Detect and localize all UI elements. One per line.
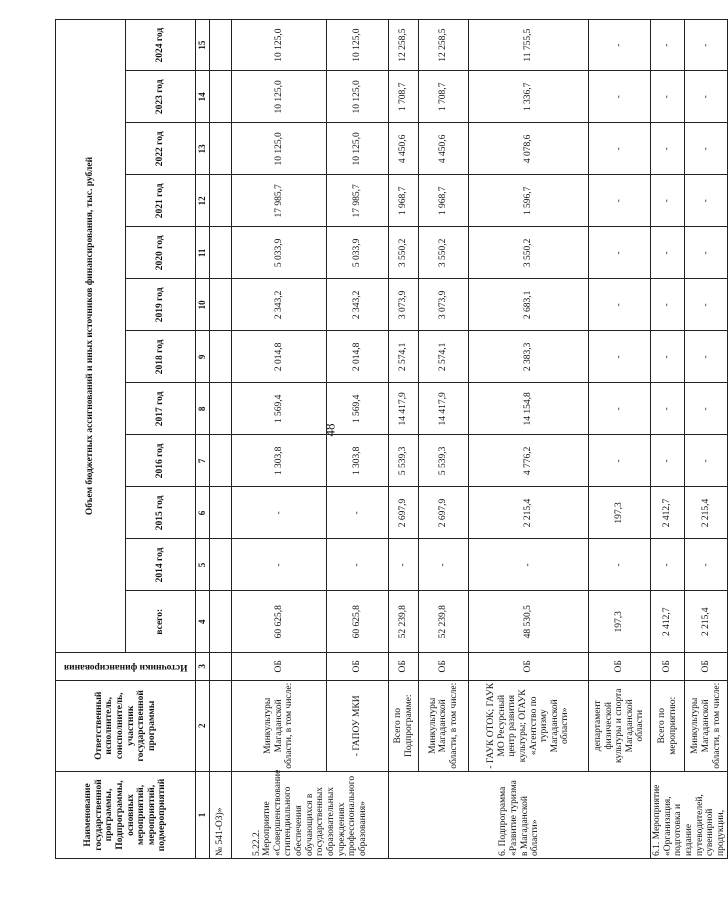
total-value-cell xyxy=(210,591,232,653)
table-row xyxy=(651,20,685,859)
total-value-cell: 2 412,7 xyxy=(651,591,685,653)
year-value-cell: - xyxy=(589,279,651,331)
year-value-cell: - xyxy=(389,539,419,591)
year-value-cell: 3 073,9 xyxy=(389,279,419,331)
header-source xyxy=(56,653,196,681)
year-value-cell: 2 683,1 xyxy=(469,279,589,331)
year-value-cell: - xyxy=(651,71,685,123)
header-program-name: Наименование государственной программы, Подпрограммы, основных мероприятий, мероприятий, подмероприятий xyxy=(56,771,196,858)
year-value-cell: - xyxy=(651,279,685,331)
header-year: 2014 год xyxy=(126,539,196,591)
header-year: 2024 год xyxy=(126,20,196,71)
source-cell: ОБ xyxy=(419,653,469,681)
year-value-cell: - xyxy=(685,279,728,331)
year-value-cell: 4 450,6 xyxy=(419,123,469,175)
year-value-cell: 2 697,9 xyxy=(389,487,419,539)
year-value-cell: 12 258,5 xyxy=(389,20,419,71)
source-cell xyxy=(210,653,232,681)
year-value-cell: 2 697,9 xyxy=(419,487,469,539)
total-value-cell: 48 530,5 xyxy=(469,591,589,653)
year-value-cell: - xyxy=(651,20,685,71)
year-value-cell: 1 708,7 xyxy=(389,71,419,123)
header-year: 2015 год xyxy=(126,487,196,539)
year-value-cell: - xyxy=(685,123,728,175)
year-value-cell: - xyxy=(651,227,685,279)
year-value-cell: 1 968,7 xyxy=(389,175,419,227)
responsible-cell: - ГАПОУ МКИ xyxy=(327,680,389,771)
year-value-cell: - xyxy=(651,175,685,227)
column-number: 11 xyxy=(196,227,210,279)
year-value-cell: 2 343,2 xyxy=(232,279,327,331)
year-value-cell: 2 574,1 xyxy=(419,331,469,383)
column-number: 5 xyxy=(196,539,210,591)
year-value-cell xyxy=(210,487,232,539)
responsible-cell: Всего по Подпрограмме: xyxy=(389,680,419,771)
year-value-cell xyxy=(210,279,232,331)
header-source-label: Источники финансирования xyxy=(63,661,188,672)
year-value-cell: - xyxy=(685,71,728,123)
responsible-cell: Минкультуры Магаданской области, в том числе: xyxy=(419,680,469,771)
year-value-cell: - xyxy=(651,123,685,175)
total-value-cell: 197,3 xyxy=(589,591,651,653)
source-cell: ОБ xyxy=(685,653,728,681)
year-value-cell xyxy=(210,175,232,227)
year-value-cell: 5 033,9 xyxy=(232,227,327,279)
total-value-cell: 52 239,8 xyxy=(389,591,419,653)
year-value-cell: - xyxy=(232,539,327,591)
source-cell: ОБ xyxy=(389,653,419,681)
header-year: 2016 год xyxy=(126,435,196,487)
year-value-cell: - xyxy=(685,20,728,71)
year-value-cell: 2 215,4 xyxy=(685,487,728,539)
year-value-cell: 17 985,7 xyxy=(327,175,389,227)
year-value-cell: 5 033,9 xyxy=(327,227,389,279)
header-volume: Объем бюджетных ассигнований и иных источников финансирования, тыс. рублей xyxy=(56,20,126,653)
year-value-cell: 14 417,9 xyxy=(389,383,419,435)
year-value-cell xyxy=(210,71,232,123)
year-value-cell: 1 336,7 xyxy=(469,71,589,123)
column-number: 8 xyxy=(196,383,210,435)
header-year: 2019 год xyxy=(126,279,196,331)
source-cell: ОБ xyxy=(469,653,589,681)
year-value-cell: 10 125,0 xyxy=(327,123,389,175)
responsible-cell: - ГАУК ОТОК; ГАУК МО Ресурсный центр развития культуры; ОГАУК «Агентство по туризму Магаданской области» xyxy=(469,680,589,771)
year-value-cell xyxy=(210,435,232,487)
year-value-cell: - xyxy=(419,539,469,591)
program-name-cell: 6. Подпрограмма «Развитие туризма в Магаданской области» xyxy=(389,771,651,858)
year-value-cell xyxy=(210,227,232,279)
header-year: 2023 год xyxy=(126,71,196,123)
column-number: 1 xyxy=(196,771,210,858)
year-value-cell: 2 215,4 xyxy=(469,487,589,539)
year-value-cell: 4 776,2 xyxy=(469,435,589,487)
year-value-cell: 4 450,6 xyxy=(389,123,419,175)
year-value-cell: - xyxy=(589,383,651,435)
year-value-cell: 3 550,2 xyxy=(469,227,589,279)
year-value-cell xyxy=(210,539,232,591)
year-value-cell: - xyxy=(685,435,728,487)
year-value-cell: - xyxy=(589,175,651,227)
year-value-cell: 17 985,7 xyxy=(232,175,327,227)
year-value-cell: 1 569,4 xyxy=(327,383,389,435)
column-number: 14 xyxy=(196,71,210,123)
year-value-cell xyxy=(210,383,232,435)
header-year: 2020 год xyxy=(126,227,196,279)
responsible-cell: департамент физической культуры и спорта Магаданской области xyxy=(589,680,651,771)
year-value-cell: 197,3 xyxy=(589,487,651,539)
year-value-cell: 1 303,8 xyxy=(327,435,389,487)
year-value-cell: - xyxy=(685,383,728,435)
header-responsible: Ответственный исполнитель, соисполнитель, участник государственной программы xyxy=(56,680,196,771)
total-value-cell: 60 625,8 xyxy=(327,591,389,653)
table-row xyxy=(469,20,589,859)
year-value-cell: - xyxy=(685,539,728,591)
source-cell: ОБ xyxy=(232,653,327,681)
year-value-cell: 2 343,2 xyxy=(327,279,389,331)
year-value-cell: - xyxy=(589,539,651,591)
column-number: 9 xyxy=(196,331,210,383)
program-name-cell: 5.22.2. Мероприятие «Совершенствование стипендиального обеспечения обучающихся в государственных образовательных учреждениях профессионального образования» xyxy=(232,771,389,858)
total-value-cell: 2 215,4 xyxy=(685,591,728,653)
source-cell: ОБ xyxy=(327,653,389,681)
page-number: 48 xyxy=(322,423,338,437)
source-cell: ОБ xyxy=(589,653,651,681)
table-row xyxy=(210,20,232,859)
year-value-cell: 4 078,6 xyxy=(469,123,589,175)
table-row xyxy=(589,20,651,859)
year-value-cell: - xyxy=(685,175,728,227)
column-number: 7 xyxy=(196,435,210,487)
column-number: 13 xyxy=(196,123,210,175)
year-value-cell: 1 968,7 xyxy=(419,175,469,227)
column-number: 12 xyxy=(196,175,210,227)
year-value-cell: 5 539,3 xyxy=(419,435,469,487)
year-value-cell: 14 154,8 xyxy=(469,383,589,435)
responsible-cell: Минкультуры Магаданской области, в том числе: xyxy=(685,680,728,771)
year-value-cell: - xyxy=(589,71,651,123)
header-total: всего: xyxy=(126,591,196,653)
year-value-cell: - xyxy=(589,227,651,279)
year-value-cell: - xyxy=(651,539,685,591)
table-row xyxy=(419,20,469,859)
year-value-cell: 1 303,8 xyxy=(232,435,327,487)
table-row xyxy=(389,20,419,859)
year-value-cell: - xyxy=(327,487,389,539)
year-value-cell: - xyxy=(685,227,728,279)
year-value-cell: - xyxy=(651,383,685,435)
table-row xyxy=(327,20,389,859)
responsible-cell: Минкультуры Магаданской области, в том числе: xyxy=(232,680,327,771)
header-year: 2017 год xyxy=(126,383,196,435)
year-value-cell: 2 383,3 xyxy=(469,331,589,383)
year-value-cell: 1 708,7 xyxy=(419,71,469,123)
year-value-cell: 14 417,9 xyxy=(419,383,469,435)
column-number: 4 xyxy=(196,591,210,653)
responsible-cell: Всего по мероприятию: xyxy=(651,680,685,771)
year-value-cell: 1 569,4 xyxy=(232,383,327,435)
year-value-cell: 10 125,0 xyxy=(327,71,389,123)
year-value-cell: - xyxy=(327,539,389,591)
year-value-cell: - xyxy=(589,331,651,383)
column-number: 2 xyxy=(196,680,210,771)
year-value-cell: - xyxy=(685,331,728,383)
year-value-cell: 2 014,8 xyxy=(327,331,389,383)
financing-table xyxy=(55,19,728,859)
year-value-cell: 2 014,8 xyxy=(232,331,327,383)
header-year: 2022 год xyxy=(126,123,196,175)
year-value-cell: 2 574,1 xyxy=(389,331,419,383)
year-value-cell: 10 125,0 xyxy=(232,71,327,123)
table-row xyxy=(685,20,728,859)
year-value-cell: - xyxy=(651,331,685,383)
year-value-cell: 11 755,5 xyxy=(469,20,589,71)
year-value-cell: 3 550,2 xyxy=(419,227,469,279)
year-value-cell: 2 412,7 xyxy=(651,487,685,539)
header-year: 2021 год xyxy=(126,175,196,227)
year-value-cell: - xyxy=(589,20,651,71)
source-cell: ОБ xyxy=(651,653,685,681)
total-value-cell: 60 625,8 xyxy=(232,591,327,653)
year-value-cell: - xyxy=(589,123,651,175)
year-value-cell: 1 596,7 xyxy=(469,175,589,227)
year-value-cell: 10 125,0 xyxy=(327,20,389,71)
year-value-cell xyxy=(210,331,232,383)
program-name-cell: 6.1. Мероприятие «Организация, подготовка и издание путеводителей, сувенирной продукции, xyxy=(651,771,728,858)
year-value-cell: - xyxy=(469,539,589,591)
program-name-cell: № 541-ОЗ)» xyxy=(210,771,232,858)
year-value-cell: 10 125,0 xyxy=(232,123,327,175)
total-value-cell: 52 239,8 xyxy=(419,591,469,653)
year-value-cell: 12 258,5 xyxy=(419,20,469,71)
year-value-cell: 3 550,2 xyxy=(389,227,419,279)
column-number: 6 xyxy=(196,487,210,539)
column-number: 15 xyxy=(196,20,210,71)
table-row xyxy=(232,20,327,859)
responsible-cell xyxy=(210,680,232,771)
year-value-cell: 5 539,3 xyxy=(389,435,419,487)
year-value-cell: - xyxy=(589,435,651,487)
year-value-cell: - xyxy=(651,435,685,487)
column-number: 10 xyxy=(196,279,210,331)
rotated-table-container xyxy=(55,19,726,859)
year-value-cell xyxy=(210,123,232,175)
year-value-cell: 10 125,0 xyxy=(232,20,327,71)
year-value-cell: - xyxy=(232,487,327,539)
year-value-cell xyxy=(210,20,232,71)
column-number: 3 xyxy=(196,653,210,681)
year-value-cell: 3 073,9 xyxy=(419,279,469,331)
header-year: 2018 год xyxy=(126,331,196,383)
